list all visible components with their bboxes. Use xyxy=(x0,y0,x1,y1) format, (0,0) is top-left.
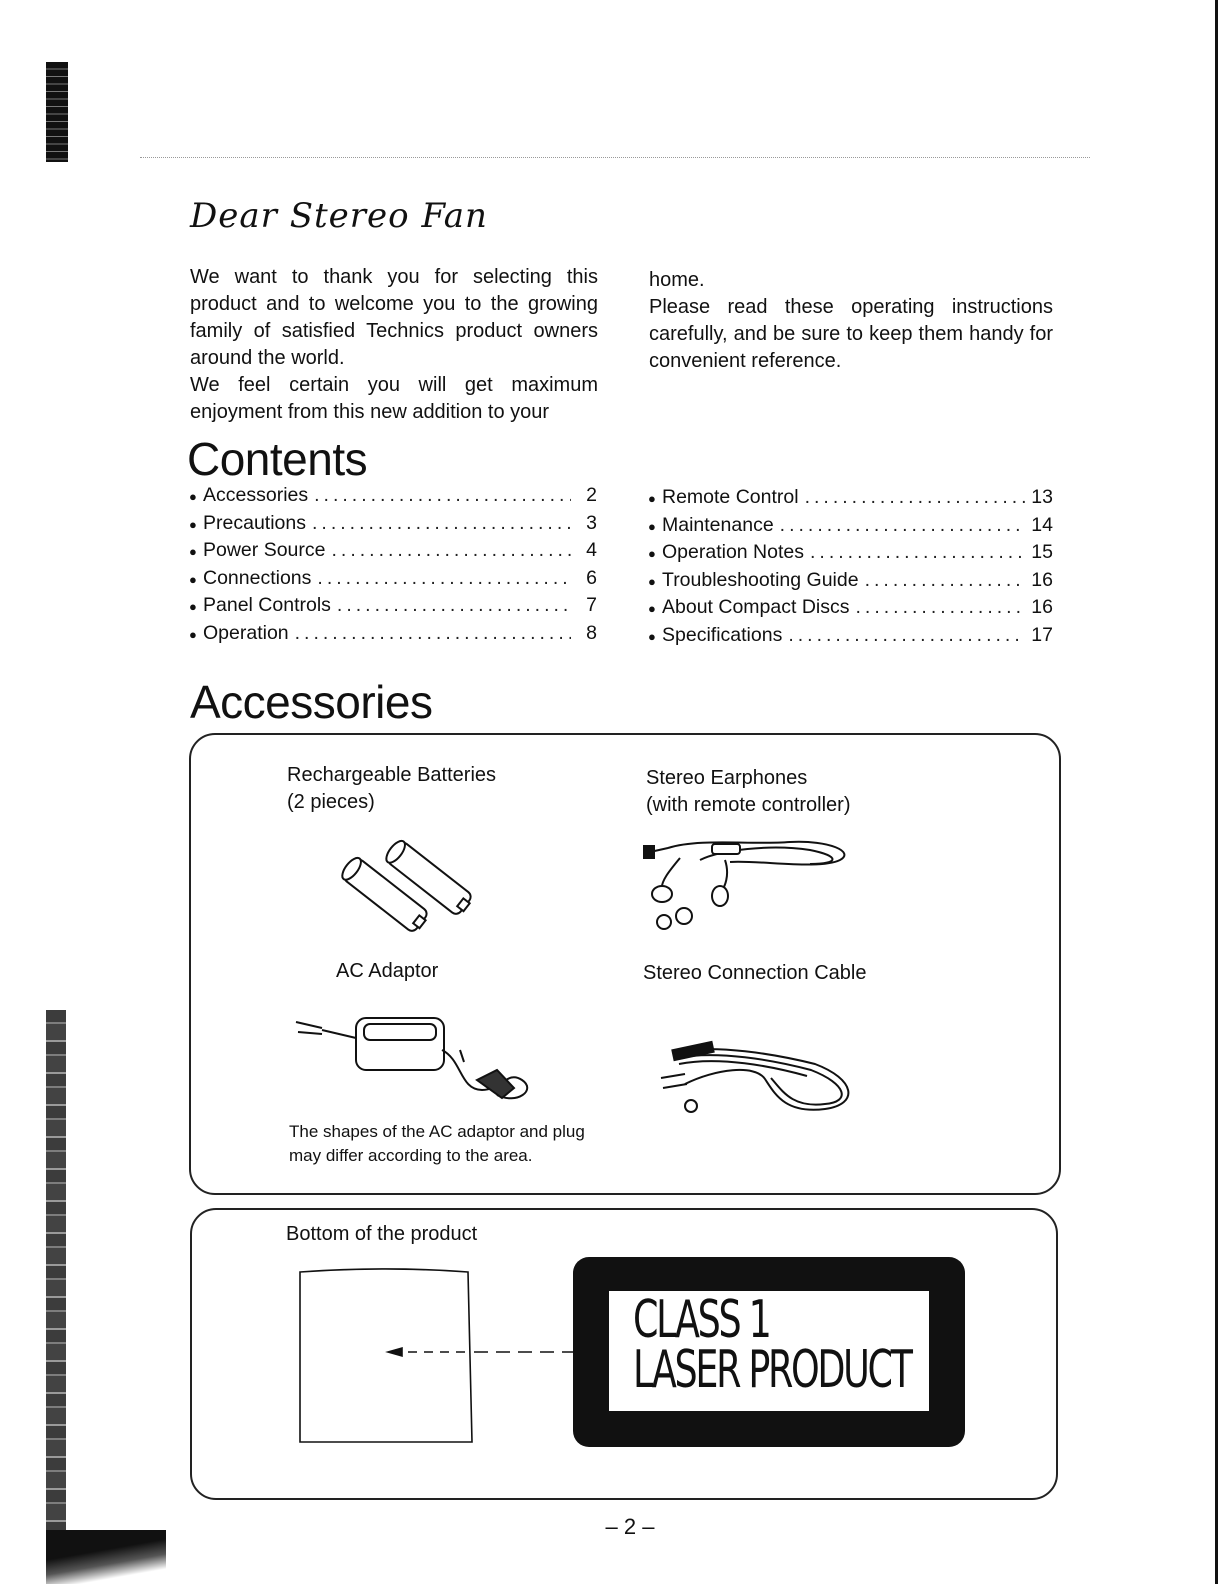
adaptor-note-line1: The shapes of the AC adaptor and plug xyxy=(289,1122,585,1141)
dot-leader xyxy=(805,486,1026,509)
bullet-icon: ● xyxy=(648,546,656,561)
contents-heading: Contents xyxy=(187,433,368,485)
intro-paragraph-4: Please read these operating instructions carefully, and be sure to keep them handy for convenient reference. xyxy=(649,296,1053,372)
laser-product-line: LASER PRODUCT xyxy=(633,1340,911,1400)
toc-label: Power Source xyxy=(203,539,326,561)
dot-leader xyxy=(314,484,571,507)
toc-page: 13 xyxy=(1031,486,1053,508)
earphones-label-line1: Stereo Earphones xyxy=(646,767,808,789)
toc-entry-power-source[interactable] xyxy=(189,539,597,567)
toc-entry-specifications[interactable] xyxy=(648,624,1053,652)
toc-label: Operation Notes xyxy=(662,541,804,563)
toc-label: Specifications xyxy=(662,623,783,646)
earphones-label xyxy=(646,765,851,819)
salutation-heading: Dear Stereo Fan xyxy=(190,196,488,236)
bullet-icon: ● xyxy=(189,489,197,504)
toc-label: Connections xyxy=(203,566,312,589)
toc-page: 15 xyxy=(1031,541,1053,563)
batteries-illustration xyxy=(330,836,480,936)
intro-right-column xyxy=(649,267,1053,375)
toc-entry-accessories[interactable] xyxy=(189,484,597,512)
toc-label: Panel Controls xyxy=(203,594,331,616)
adaptor-note xyxy=(289,1120,585,1168)
product-bottom-diagram xyxy=(296,1266,576,1448)
scan-binding-mark-top xyxy=(46,62,68,162)
scan-edge xyxy=(1215,0,1218,1584)
toc-page: 4 xyxy=(586,539,597,561)
batteries-label-line2: (2 pieces) xyxy=(287,791,375,813)
toc-label: Remote Control xyxy=(662,486,799,508)
adaptor-label: AC Adaptor xyxy=(336,960,439,982)
bottom-label: Bottom of the product xyxy=(286,1223,478,1245)
adaptor-note-line2: may differ according to the area. xyxy=(289,1146,533,1165)
cable-label: Stereo Connection Cable xyxy=(643,962,867,984)
toc-entry-about-cds[interactable] xyxy=(648,596,1053,624)
toc-entry-remote-control[interactable] xyxy=(648,486,1053,514)
batteries-label xyxy=(287,762,496,816)
bullet-icon: ● xyxy=(189,516,197,532)
toc-page: 17 xyxy=(1031,623,1053,646)
earphones-label-line2: (with remote controller) xyxy=(646,794,851,816)
toc-label: Troubleshooting Guide xyxy=(662,568,859,591)
intro-paragraph-3: home. xyxy=(649,269,705,291)
dot-leader xyxy=(337,594,571,617)
toc-entry-maintenance[interactable] xyxy=(648,514,1053,542)
toc-left-column xyxy=(189,484,597,649)
bullet-icon: ● xyxy=(189,544,197,559)
bullet-icon: ● xyxy=(648,601,656,616)
dot-leader xyxy=(317,567,571,590)
bullet-icon: ● xyxy=(648,628,656,644)
bullet-icon: ● xyxy=(648,573,656,589)
toc-right-column xyxy=(648,486,1053,651)
scan-corner-shadow xyxy=(46,1530,166,1584)
dot-leader xyxy=(810,541,1025,564)
scan-binding-mark-bottom xyxy=(46,1010,66,1530)
earphones-illustration xyxy=(640,830,860,940)
toc-page: 2 xyxy=(586,484,597,506)
bullet-icon: ● xyxy=(189,571,197,587)
toc-entry-connections[interactable] xyxy=(189,567,597,595)
bullet-icon: ● xyxy=(189,599,197,614)
toc-page: 16 xyxy=(1031,596,1053,618)
toc-entry-operation[interactable] xyxy=(189,622,597,650)
toc-entry-precautions[interactable] xyxy=(189,512,597,540)
intro-paragraph-2: We feel certain you will get maximum enjoyment from this new addition to your xyxy=(190,374,598,423)
toc-label: Precautions xyxy=(203,511,306,534)
accessories-heading: Accessories xyxy=(190,676,433,728)
laser-product-label-text xyxy=(609,1291,929,1411)
dot-leader xyxy=(865,569,1026,592)
bullet-icon: ● xyxy=(648,491,656,506)
toc-entry-operation-notes[interactable] xyxy=(648,541,1053,569)
toc-page: 16 xyxy=(1031,568,1053,591)
toc-entry-troubleshooting[interactable] xyxy=(648,569,1053,597)
dot-leader xyxy=(780,514,1026,537)
toc-page: 7 xyxy=(586,594,597,616)
toc-page: 14 xyxy=(1031,513,1053,536)
dot-leader xyxy=(331,539,571,562)
bullet-icon: ● xyxy=(648,518,656,534)
ac-adaptor-illustration xyxy=(292,1010,552,1115)
toc-label: Operation xyxy=(203,621,289,644)
intro-paragraph-1: We want to thank you for selecting this product and to welcome you to the growing family of satisfied Technics product owners around the world. xyxy=(190,266,598,369)
laser-product-label xyxy=(573,1257,965,1447)
page-number: – 2 – xyxy=(605,1514,655,1539)
toc-label: Maintenance xyxy=(662,513,774,536)
scan-dotted-line xyxy=(140,157,1090,158)
toc-entry-panel-controls[interactable] xyxy=(189,594,597,622)
toc-page: 6 xyxy=(586,566,597,589)
laser-class-line: CLASS 1 xyxy=(633,1290,770,1350)
dot-leader xyxy=(312,512,571,535)
dot-leader xyxy=(788,624,1025,647)
toc-page: 3 xyxy=(586,511,597,534)
toc-label: About Compact Discs xyxy=(662,596,850,618)
bullet-icon: ● xyxy=(189,626,197,642)
dot-leader xyxy=(295,622,571,645)
toc-page: 8 xyxy=(586,621,597,644)
toc-label: Accessories xyxy=(203,484,309,506)
intro-left-column xyxy=(190,264,598,426)
stereo-cable-illustration xyxy=(655,1024,860,1116)
batteries-label-line1: Rechargeable Batteries xyxy=(287,764,497,786)
dot-leader xyxy=(856,596,1026,619)
